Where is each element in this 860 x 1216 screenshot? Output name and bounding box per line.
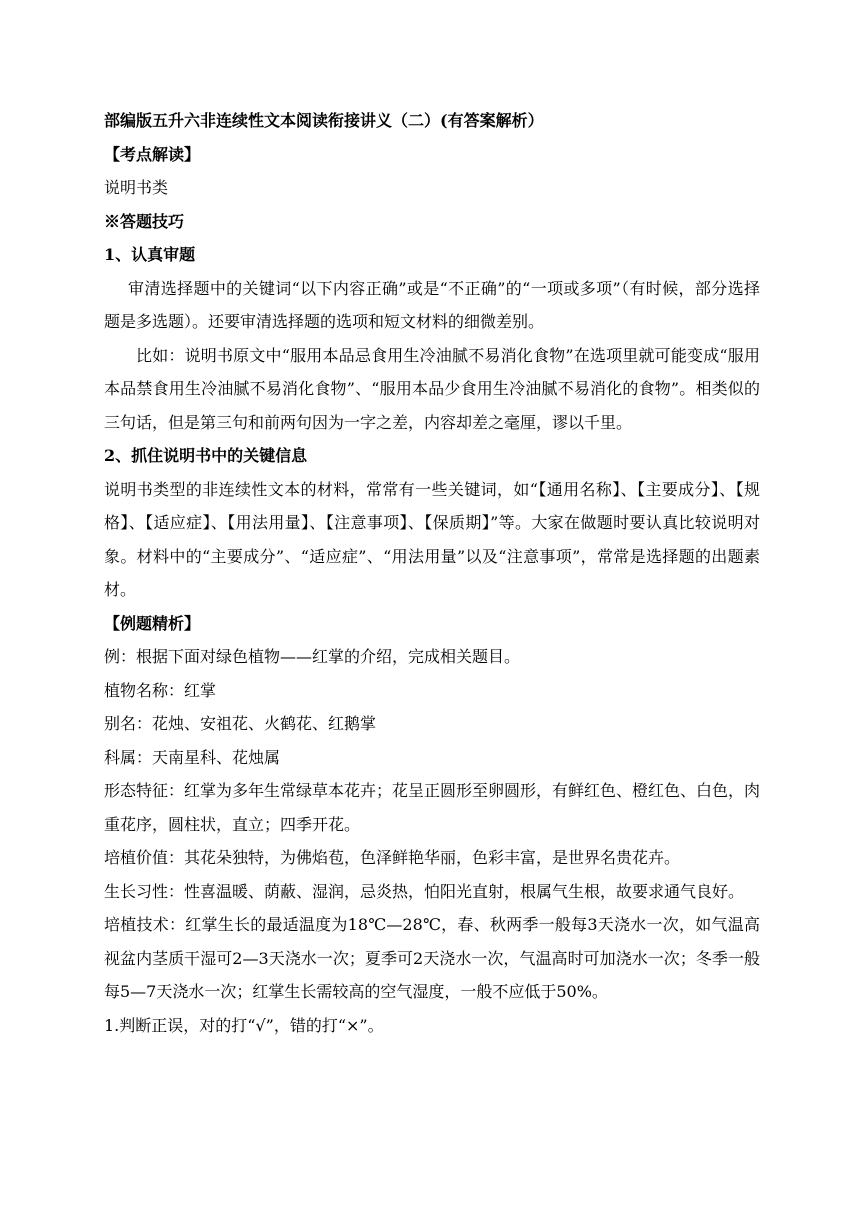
- point2-heading: 2、抓住说明书中的关键信息: [104, 446, 308, 465]
- section-heading-liti: 【例题精析】: [104, 613, 201, 633]
- question-1: 1.判断正误，对的打“√”，错的打“×”。: [104, 1015, 384, 1035]
- plant-name: 植物名称：红掌: [104, 680, 217, 700]
- plant-technique: 培植技术：红掌生长的最适温度为18℃—28℃，春、秋两季一般每3天浇水一次，如气温高视盆内茎质干湿可2—3天浇水一次；夏季可2天浇水一次，气温高时可加浇水一次；冬季一般每5—7天浇水一次；红掌生长需较高的空气湿度，一般不应低于50%。: [104, 915, 760, 1001]
- plant-family: 科属：天南星科、花烛属: [104, 747, 281, 767]
- category-label: 说明书类: [104, 178, 169, 197]
- section-heading-jiqiao: ※答题技巧: [104, 211, 185, 231]
- plant-habit: 生长习性：性喜温暖、荫蔽、湿润，忌炎热，怕阳光直射，根属气生根，故要求通气良好。: [104, 881, 745, 901]
- point1-paragraph-2: 比如：说明书原文中“服用本品忌食用生冷油腻不易消化食物”在选项里就可能变成“服用本品禁食用生冷油腻不易消化食物”、“服用本品少食用生冷油腻不易消化的食物”。相类似的三句话，但是第三句和前两句因为一字之差，内容却差之毫厘，谬以千里。: [104, 345, 760, 432]
- plant-alias: 别名：花烛、安祖花、火鹤花、红鹅掌: [104, 714, 377, 733]
- point2-paragraph: 说明书类型的非连续性文本的材料，常常有一些关键词，如“【通用名称】、【主要成分】、【规格】、【适应症】、【用法用量】、【注意事项】、【保质期】”等。大家在做题时要认真比较说明对象。材料中的“主要成分”、“适应症”、“用法用量”以及“注意事项”，常常是选择题的出题素材。: [104, 479, 760, 599]
- point1-heading: 1、认真审题: [104, 245, 196, 264]
- plant-value: 培植价值：其花朵独特，为佛焰苞，色泽鲜艳华丽，色彩丰富，是世界名贵花卉。: [104, 848, 681, 867]
- document-title: 部编版五升六非连续性文本阅读衔接讲义（二）(有答案解析）: [104, 111, 544, 130]
- example-intro: 例：根据下面对绿色植物——红掌的介绍，完成相关题目。: [104, 647, 521, 666]
- section-heading-kaodian: 【考点解读】: [104, 144, 201, 164]
- document-page: [104, 104, 760, 1042]
- point1-paragraph-1: 审清选择题中的关键词“以下内容正确”或是“不正确”的“一项或多项”（有时候，部分选择题是多选题）。还要审清选择题的选项和短文材料的细微差别。: [104, 278, 760, 331]
- plant-morphology: 形态特征：红掌为多年生常绿草本花卉；花呈正圆形至卵圆形，有鲜红色、橙红色、白色，肉重花序，圆柱状，直立；四季开花。: [104, 781, 761, 834]
